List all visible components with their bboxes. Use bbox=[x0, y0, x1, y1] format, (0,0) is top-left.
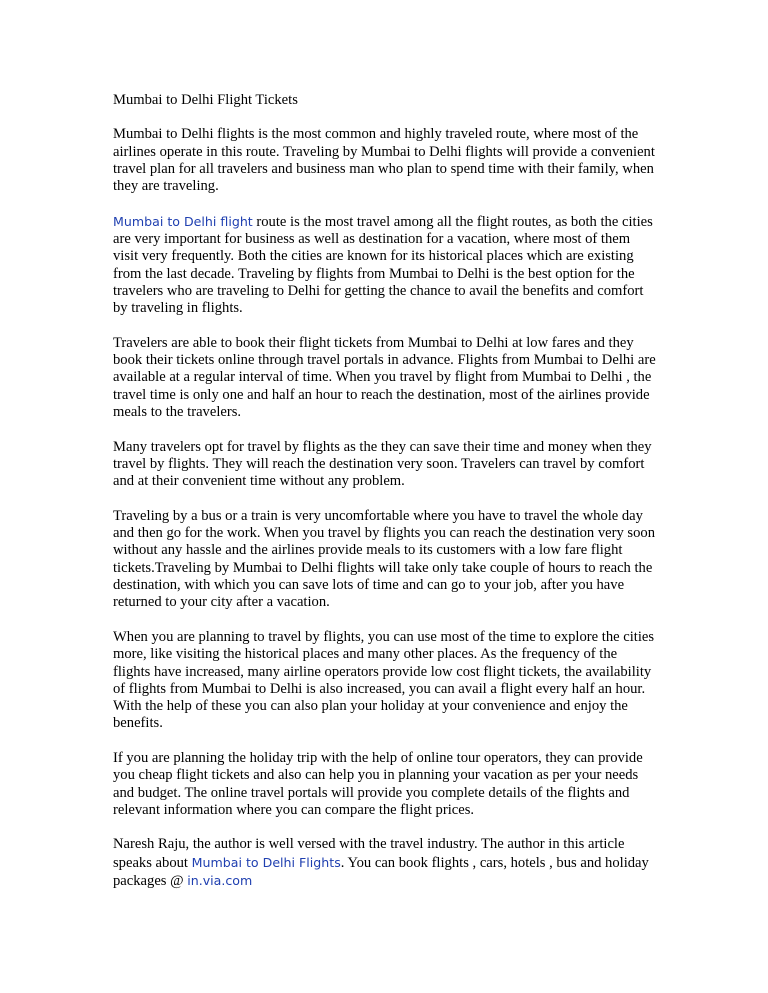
via-website-link[interactable]: in.via.com bbox=[187, 873, 253, 889]
mumbai-delhi-flight-link[interactable]: Mumbai to Delhi flight bbox=[113, 213, 253, 229]
paragraph-8 bbox=[113, 836, 658, 890]
paragraph-2-text: route is the most travel among all the flight routes, as both the cities are very important for business as well as destination for a vacation, where most of them visit very frequently. Both the cities are known for its historical places which are existing from the last decade. Traveling by flights from Mumbai to Delhi is the best option for the travelers who are traveling to Delhi for getting the chance to avail the benefits and comfort by traveling in flights. bbox=[113, 213, 653, 317]
paragraph-7: If you are planning the holiday trip with the help of online tour operators, they can provide you cheap flight tickets and also can help you in planning your vacation as per your needs and budget. The online travel portals will provide you complete details of the flights and relevant information where you can compare the flight prices. bbox=[113, 749, 643, 818]
paragraph-1: Mumbai to Delhi flights is the most common and highly traveled route, where most of the airlines operate in this route. Traveling by Mumbai to Delhi flights will provide a convenient travel plan for all travelers and business man who plan to spend time with their family, when they are traveling. bbox=[113, 126, 655, 195]
paragraph-6: When you are planning to travel by flights, you can use most of the time to explore the cities more, like visiting the historical places and many other places. As the frequency of the flights have increased, many airline operators provide low cost flight tickets, the availability of flights from Mumbai to Delhi is also increased, you can avail a flight every half an hour. With the help of these you can also plan your holiday at your convenience and enjoy the benefits. bbox=[113, 628, 655, 732]
document-title: Mumbai to Delhi Flight Tickets bbox=[113, 92, 298, 108]
paragraph-8-start: Naresh Raju, the author is well versed with the travel industry. The author in this article speaks about bbox=[113, 836, 625, 871]
mumbai-delhi-flights-link[interactable]: Mumbai to Delhi Flights bbox=[191, 854, 341, 870]
paragraph-2 bbox=[113, 213, 658, 318]
paragraph-8-middle: . You can book flights , cars, hotels , bus and holiday packages @ bbox=[113, 854, 649, 890]
paragraph-4: Many travelers opt for travel by flights as the they can save their time and money when they travel by flights. They will reach the destination very soon. Travelers can travel by comfort and at their convenient time without any problem. bbox=[113, 438, 652, 490]
paragraph-3: Travelers are able to book their flight tickets from Mumbai to Delhi at low fares and they book their tickets online through travel portals in advance. Flights from Mumbai to Delhi are available at a regular interval of time. When you travel by flight from Mumbai to Delhi , the travel time is only one and half an hour to reach the destination, most of the airlines provide meals to the travelers. bbox=[113, 334, 656, 421]
document-body bbox=[113, 92, 658, 908]
paragraph-5: Traveling by a bus or a train is very uncomfortable where you have to travel the whole day and then go for the work. When you travel by flights you can reach the destination very soon without any hassle and the airlines provide meals to its customers with a low fare flight tickets.Traveling by Mumbai to Delhi flights will take only take couple of hours to reach the destination, with which you can save lots of time and can go to your job, after you have returned to your city after a vacation. bbox=[113, 507, 655, 611]
